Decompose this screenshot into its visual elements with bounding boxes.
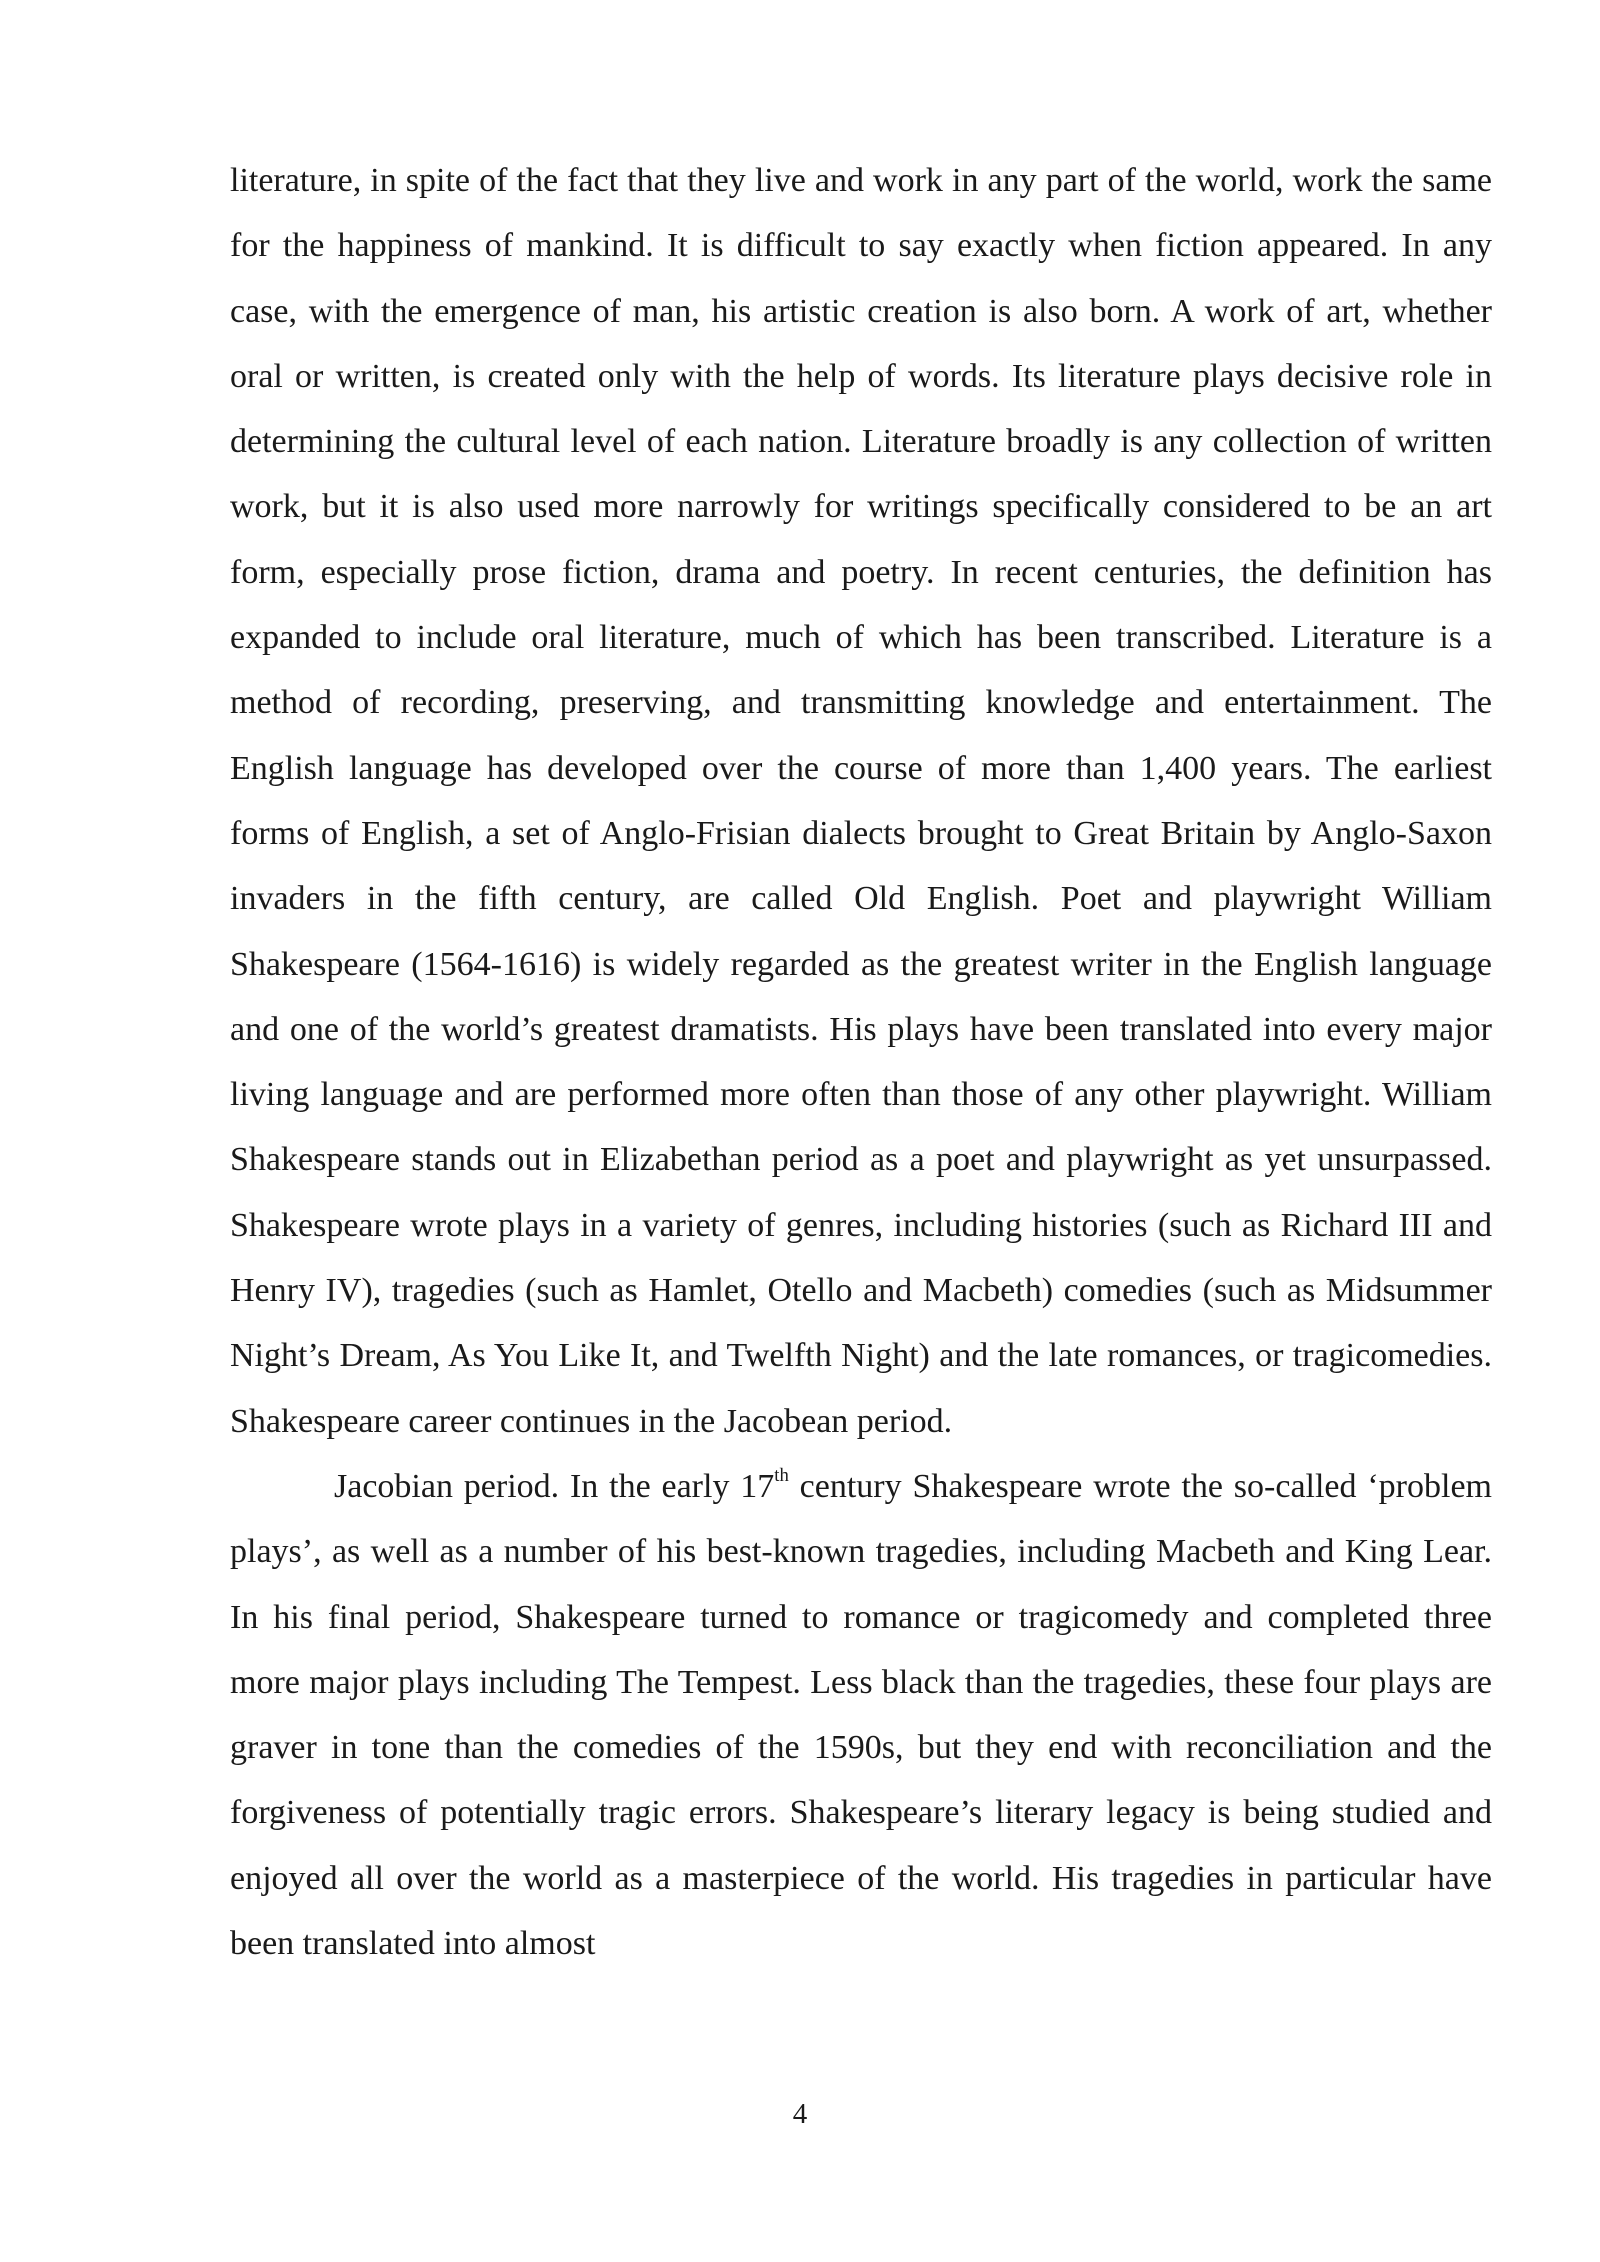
paragraph-text-start: Jacobian period. In the early 17: [334, 1467, 775, 1505]
paragraph-text: literature, in spite of the fact that they live and work in any part of the world, work the same for the happiness of mankind. It is difficult to say exactly when fiction appeared. In any case, with the emergence of man, his artistic creation is also born. A work of art, whether oral or written, is created only with the help of words. Its literature plays decisive role in determining the cultural level of each nation. Literature broadly is any collection of written work, but it is also used more narrowly for writings specifically considered to be an art form, especially prose fiction, drama and poetry. In recent centuries, the definition has expanded to include oral literature, much of which has been transcribed. Literature is a method of recording, preserving, and transmitting knowledge and entertainment. The English language has developed over the course of more than 1,400 years. The earliest forms of English, a set of Anglo-Frisian dialects brought to Great Britain by Anglo-Saxon invaders in the fifth century, are called Old English. Poet and playwright William Shakespeare (1564-1616) is widely regarded as the greatest writer in the English language and one of the world’s greatest dramatists. His plays have been translated into every major living language and are performed more often than those of any other playwright. William Shakespeare stands out in Elizabethan period as a poet and playwright as yet unsurpassed. Shakespeare wrote plays in a variety of genres, including histories (such as Richard III and Henry IV), tragedies (such as Hamlet, Otello and Macbeth) comedies (such as Midsummer Night’s Dream, As You Like It, and Twelfth Night) and the late romances, or tragicomedies. Shakespeare career continues in the Jacobean period.: [230, 162, 1492, 1440]
body-text: [230, 148, 1492, 1976]
paragraph-text-rest: century Shakespeare wrote the so-called ‘problem plays’, as well as a number of his best-known tragedies, including Macbeth and King Lear. In his final period, Shakespeare turned to romance or tragicomedy and completed three more major plays including The Tempest. Less black than the tragedies, these four plays are graver in tone than the comedies of the 1590s, but they end with reconciliation and the forgiveness of potentially tragic errors. Shakespeare’s literary legacy is being studied and enjoyed all over the world as a masterpiece of the world. His tragedies in particular have been translated into almost: [230, 1467, 1492, 1963]
page-number: 4: [792, 2098, 808, 2130]
paragraph-literature-overview: [230, 148, 1492, 1454]
paragraph-jacobian-period: [230, 1454, 1492, 1976]
ordinal-superscript: th: [774, 1465, 789, 1487]
